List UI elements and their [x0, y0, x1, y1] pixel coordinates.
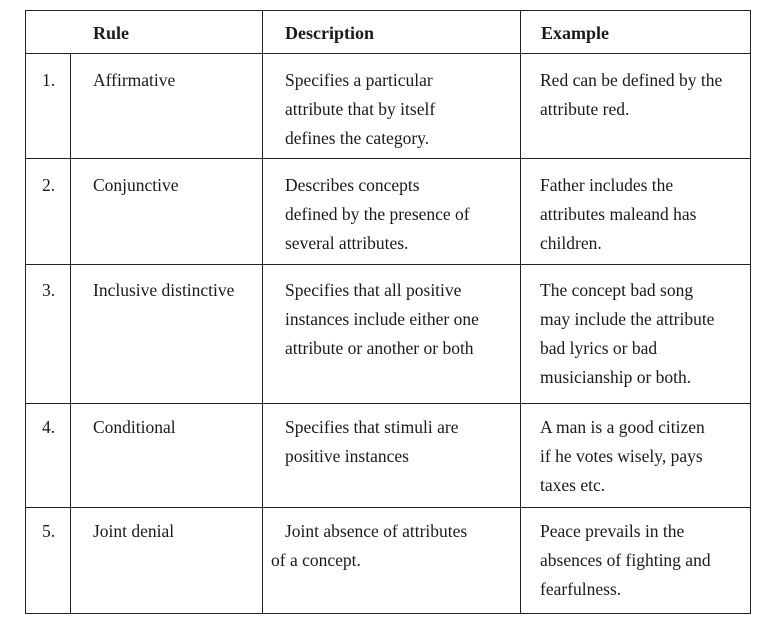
- example-column-divider: [520, 11, 521, 613]
- row-divider: [26, 507, 750, 508]
- rule-description: [285, 413, 459, 471]
- text-line: attribute red.: [540, 99, 630, 119]
- row-divider: [26, 158, 750, 159]
- text-line: Peace prevails in the: [540, 521, 685, 541]
- text-line: Joint absence of attributes: [285, 521, 468, 541]
- row-divider: [26, 403, 750, 404]
- rule-name: Conditional: [93, 417, 176, 437]
- row-number: 5.: [42, 521, 56, 541]
- text-line: attribute that by itself: [285, 99, 436, 119]
- rules-table: [25, 10, 751, 614]
- text-line: The concept bad song: [540, 280, 694, 300]
- text-line: Red can be defined by the: [540, 70, 723, 90]
- text-line: defined by the presence of: [285, 204, 470, 224]
- rule-description: [285, 171, 470, 258]
- row-number: 2.: [42, 175, 56, 195]
- text-line: Father includes the: [540, 175, 674, 195]
- row-divider: [26, 264, 750, 265]
- rule-example: [540, 517, 711, 604]
- text-line: may include the attribute: [540, 309, 715, 329]
- row-number: 4.: [42, 417, 56, 437]
- rule-description: [271, 517, 467, 575]
- rule-example: [540, 413, 705, 500]
- text-line: musicianship or both.: [540, 367, 692, 387]
- text-line: several attributes.: [285, 233, 409, 253]
- rule-example: [540, 66, 722, 124]
- text-line: absences of fighting and: [540, 550, 711, 570]
- text-line: fearfulness.: [540, 579, 622, 599]
- row-number: 3.: [42, 280, 56, 300]
- header-description: Description: [285, 23, 374, 43]
- rule-description: [285, 276, 479, 363]
- header-example: Example: [541, 23, 610, 43]
- header-divider: [26, 53, 750, 54]
- text-line: Describes concepts: [285, 175, 420, 195]
- description-column-divider: [262, 11, 263, 613]
- rule-name: Joint denial: [93, 521, 175, 541]
- text-line: if he votes wisely, pays: [540, 446, 703, 466]
- row-number: 1.: [42, 70, 56, 90]
- text-line: positive instances: [285, 446, 409, 466]
- text-line: Specifies a particular: [285, 70, 433, 90]
- text-line: bad lyrics or bad: [540, 338, 658, 358]
- text-line: defines the category.: [285, 128, 430, 148]
- rule-example: [540, 171, 696, 258]
- text-line: taxes etc.: [540, 475, 606, 495]
- text-line: instances include either one: [285, 309, 479, 329]
- rule-name: Inclusive distinctive: [93, 280, 235, 300]
- text-line: attribute or another or both: [285, 338, 474, 358]
- text-line: Specifies that stimuli are: [285, 417, 459, 437]
- text-line: A man is a good citizen: [540, 417, 705, 437]
- header-rule: Rule: [93, 23, 129, 43]
- text-line: Specifies that all positive: [285, 280, 462, 300]
- rule-description: [285, 66, 435, 153]
- rule-name: Conjunctive: [93, 175, 179, 195]
- rule-example: [540, 276, 714, 392]
- rule-name: Affirmative: [93, 70, 176, 90]
- number-column-divider: [70, 53, 71, 613]
- text-line: attributes maleand has: [540, 204, 697, 224]
- text-line: children.: [540, 233, 602, 253]
- text-line: of a concept.: [271, 550, 361, 570]
